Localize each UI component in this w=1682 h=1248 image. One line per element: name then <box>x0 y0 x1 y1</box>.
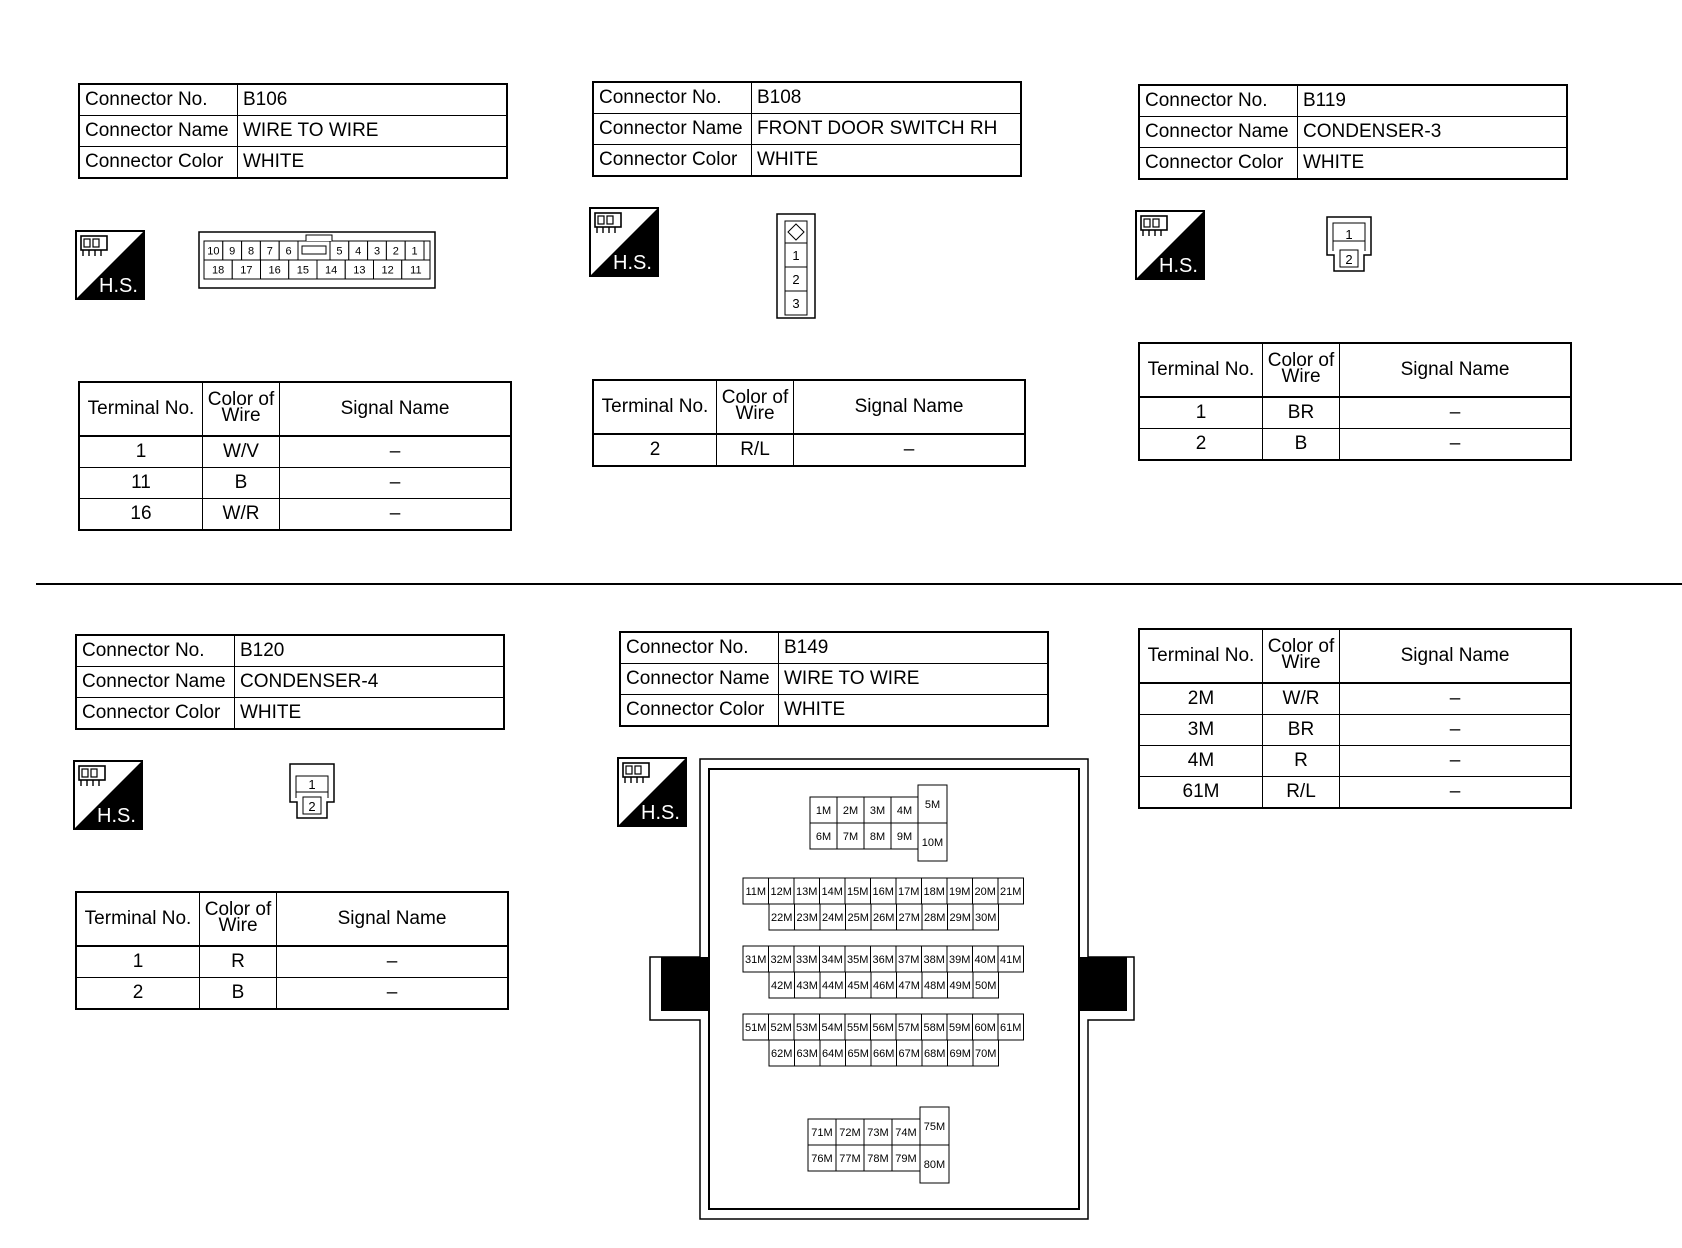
b106-info-table <box>78 83 508 179</box>
pin-label: 33M <box>796 953 818 966</box>
table-row: 16 W/R – <box>79 499 511 531</box>
pin-label: 66M <box>873 1047 895 1060</box>
pin-label: 3 <box>373 245 381 258</box>
pin-label: 3M <box>869 804 886 817</box>
pin-label: 15M <box>847 885 869 898</box>
pin-label: 16M <box>872 885 894 898</box>
pin-label: 27M <box>898 911 920 924</box>
pin-label: 38M <box>923 953 945 966</box>
connector-color-value: WHITE <box>779 695 1049 727</box>
hs-harness-side-icon <box>73 760 143 830</box>
pin-label: 77M <box>839 1152 861 1165</box>
pin-label: 42M <box>771 979 793 992</box>
section-divider <box>36 583 1682 585</box>
pin-label: 57M <box>898 1021 920 1034</box>
connector-color-label: Connector Color <box>593 145 752 177</box>
pin-label: 40M <box>974 953 996 966</box>
pin-label: 4M <box>896 804 913 817</box>
pin-label: 2 <box>1345 252 1353 267</box>
pin-label: 41M <box>1000 953 1022 966</box>
pin-label: 32M <box>770 953 792 966</box>
pin-label: 37M <box>898 953 920 966</box>
table-row: 3M BR – <box>1139 715 1571 746</box>
pin-label: 2 <box>392 245 399 258</box>
connector-no-value: B106 <box>238 84 508 116</box>
pin-label: 5M <box>924 798 941 811</box>
pin-label: 44M <box>822 979 844 992</box>
pin-label: 21M <box>1000 885 1022 898</box>
pin-label: 3 <box>792 296 800 311</box>
pin-label: 2 <box>308 799 316 814</box>
pin-label: 11M <box>745 885 767 898</box>
pin-label: 72M <box>839 1126 861 1139</box>
pin-label: 14 <box>325 264 338 277</box>
pin-label: 22M <box>771 911 793 924</box>
pin-label: 55M <box>847 1021 869 1034</box>
signal-name-header: Signal Name <box>277 892 509 946</box>
pin-label: 76M <box>811 1152 833 1165</box>
b149-info-table <box>619 631 1049 727</box>
connector-no-label: Connector No. <box>620 632 779 664</box>
b106-terminal-table <box>78 381 512 531</box>
hs-harness-side-icon <box>589 207 659 277</box>
table-row: 1 R – <box>76 946 508 978</box>
pin-label: 15 <box>296 264 309 277</box>
color-of-wire-header: Color of Wire <box>203 382 280 436</box>
connector-name-label: Connector Name <box>620 664 779 695</box>
svg-text:H.S.: H.S. <box>97 805 136 827</box>
b149-terminal-table <box>1138 628 1572 809</box>
pin-label: 30M <box>975 911 997 924</box>
color-of-wire-header: Color of Wire <box>200 892 277 946</box>
pin-label: 1 <box>411 245 418 258</box>
pin-label: 58M <box>923 1021 945 1034</box>
table-row: 2 R/L – <box>593 434 1025 466</box>
color-of-wire-header: Color of Wire <box>717 380 794 434</box>
pin-label: 31M <box>745 953 767 966</box>
pin-label: 52M <box>770 1021 792 1034</box>
pin-label: 10 <box>207 245 220 258</box>
connector-no-label: Connector No. <box>1139 85 1298 117</box>
svg-text:H.S.: H.S. <box>99 275 138 297</box>
connector-no-value: B149 <box>779 632 1049 664</box>
table-row: 61M R/L – <box>1139 777 1571 809</box>
table-row: 2 B – <box>76 978 508 1010</box>
pin-label: 26M <box>873 911 895 924</box>
pin-label: 51M <box>745 1021 767 1034</box>
pin-label: 43M <box>796 979 818 992</box>
connector-color-label: Connector Color <box>1139 148 1298 180</box>
svg-text:H.S.: H.S. <box>641 802 680 824</box>
connector-name-value: WIRE TO WIRE <box>238 116 508 147</box>
pin-label: 17 <box>240 264 253 277</box>
pin-label: 7M <box>842 830 859 843</box>
pin-label: 65M <box>847 1047 869 1060</box>
connector-color-label: Connector Color <box>79 147 238 179</box>
pin-label: 8M <box>869 830 886 843</box>
connector-no-value: B120 <box>235 635 505 667</box>
b149-connector-face <box>648 757 1138 1222</box>
connector-name-value: FRONT DOOR SWITCH RH <box>752 114 1022 145</box>
connector-color-value: WHITE <box>235 698 505 730</box>
signal-name-header: Signal Name <box>1340 629 1572 683</box>
connector-color-label: Connector Color <box>76 698 235 730</box>
pin-label: 48M <box>924 979 946 992</box>
pin-label: 8 <box>247 245 255 258</box>
b120-info-table <box>75 634 505 730</box>
pin-label: 71M <box>811 1126 833 1139</box>
pin-label: 75M <box>923 1120 946 1133</box>
connector-name-label: Connector Name <box>593 114 752 145</box>
pin-label: 56M <box>872 1021 894 1034</box>
color-of-wire-header: Color of Wire <box>1263 629 1340 683</box>
terminal-no-header: Terminal No. <box>79 382 203 436</box>
pin-label: 69M <box>949 1047 971 1060</box>
connector-no-value: B108 <box>752 82 1022 114</box>
table-row: 1 W/V – <box>79 436 511 468</box>
pin-label: 1M <box>815 804 832 817</box>
pin-label: 63M <box>796 1047 818 1060</box>
b120-terminal-table <box>75 891 509 1010</box>
terminal-no-header: Terminal No. <box>1139 629 1263 683</box>
connector-name-label: Connector Name <box>79 116 238 147</box>
pin-label: 10M <box>921 836 944 849</box>
pin-label: 67M <box>898 1047 920 1060</box>
pin-label: 11 <box>410 264 422 277</box>
connector-name-value: CONDENSER-3 <box>1298 117 1568 148</box>
pin-label: 2 <box>792 272 800 287</box>
terminal-no-header: Terminal No. <box>76 892 200 946</box>
pin-label: 20M <box>974 885 996 898</box>
pin-label: 28M <box>924 911 946 924</box>
pin-label: 17M <box>898 885 920 898</box>
pin-label: 46M <box>873 979 895 992</box>
pin-label: 80M <box>923 1158 946 1171</box>
pin-label: 7 <box>266 245 273 258</box>
pin-label: 13 <box>353 264 366 277</box>
b108-info-table <box>592 81 1022 177</box>
connector-name-label: Connector Name <box>76 667 235 698</box>
signal-name-header: Signal Name <box>794 380 1026 434</box>
pin-label: 68M <box>924 1047 946 1060</box>
pin-label: 49M <box>949 979 971 992</box>
connector-no-label: Connector No. <box>76 635 235 667</box>
pin-label: 6M <box>815 830 832 843</box>
pin-label: 25M <box>847 911 869 924</box>
hs-harness-side-icon <box>75 230 145 300</box>
pin-label: 78M <box>867 1152 889 1165</box>
b119-terminal-table <box>1138 342 1572 461</box>
svg-text:H.S.: H.S. <box>613 252 652 274</box>
connector-color-label: Connector Color <box>620 695 779 727</box>
terminal-no-header: Terminal No. <box>593 380 717 434</box>
pin-label: 61M <box>1000 1021 1022 1034</box>
table-row: 2 B – <box>1139 429 1571 461</box>
pin-label: 50M <box>975 979 997 992</box>
pin-label: 47M <box>898 979 920 992</box>
connector-color-value: WHITE <box>752 145 1022 177</box>
pin-label: 70M <box>975 1047 997 1060</box>
svg-text:H.S.: H.S. <box>1159 255 1198 277</box>
pin-label: 45M <box>847 979 869 992</box>
connector-no-label: Connector No. <box>79 84 238 116</box>
connector-color-value: WHITE <box>1298 148 1568 180</box>
pin-label: 13M <box>796 885 818 898</box>
pin-label: 73M <box>867 1126 889 1139</box>
pin-label: 34M <box>821 953 843 966</box>
pin-label: 18 <box>212 264 225 277</box>
table-row: 4M R – <box>1139 746 1571 777</box>
pin-label: 35M <box>847 953 869 966</box>
pin-label: 6 <box>285 245 292 258</box>
table-row: 2M W/R – <box>1139 683 1571 715</box>
pin-label: 14M <box>821 885 843 898</box>
table-row: 1 BR – <box>1139 397 1571 429</box>
pin-label: 24M <box>822 911 844 924</box>
connector-color-value: WHITE <box>238 147 508 179</box>
pin-label: 16 <box>268 264 281 277</box>
pin-label: 1 <box>792 248 800 263</box>
pin-label: 23M <box>796 911 818 924</box>
b119-info-table <box>1138 84 1568 180</box>
pin-label: 64M <box>822 1047 844 1060</box>
connector-no-value: B119 <box>1298 85 1568 117</box>
terminal-no-header: Terminal No. <box>1139 343 1263 397</box>
connector-no-label: Connector No. <box>593 82 752 114</box>
pin-label: 9M <box>896 830 913 843</box>
pin-label: 1 <box>1345 227 1353 242</box>
b108-connector-face <box>776 213 818 321</box>
pin-label: 1 <box>308 777 316 792</box>
pin-label: 29M <box>949 911 971 924</box>
pin-label: 59M <box>949 1021 971 1034</box>
pin-label: 12 <box>381 264 394 277</box>
pin-label: 39M <box>949 953 971 966</box>
pin-label: 36M <box>872 953 894 966</box>
pin-label: 4 <box>355 245 362 258</box>
pin-label: 53M <box>796 1021 818 1034</box>
connector-name-value: CONDENSER-4 <box>235 667 505 698</box>
pin-label: 62M <box>771 1047 793 1060</box>
color-of-wire-header: Color of Wire <box>1263 343 1340 397</box>
connector-name-value: WIRE TO WIRE <box>779 664 1049 695</box>
b120-connector-face <box>287 762 339 822</box>
pin-label: 74M <box>895 1126 917 1139</box>
pin-label: 5 <box>336 245 343 258</box>
signal-name-header: Signal Name <box>280 382 512 436</box>
signal-name-header: Signal Name <box>1340 343 1572 397</box>
pin-label: 2M <box>842 804 859 817</box>
connector-name-label: Connector Name <box>1139 117 1298 148</box>
pin-label: 54M <box>821 1021 843 1034</box>
b108-terminal-table <box>592 379 1026 467</box>
b119-connector-face <box>1324 215 1376 275</box>
table-row: 11 B – <box>79 468 511 499</box>
pin-label: 60M <box>974 1021 996 1034</box>
pin-label: 9 <box>229 245 236 258</box>
pin-label: 18M <box>923 885 945 898</box>
pin-label: 12M <box>770 885 792 898</box>
b106-connector-face <box>198 231 438 291</box>
hs-harness-side-icon <box>1135 210 1205 280</box>
pin-label: 19M <box>949 885 971 898</box>
pin-label: 79M <box>895 1152 917 1165</box>
